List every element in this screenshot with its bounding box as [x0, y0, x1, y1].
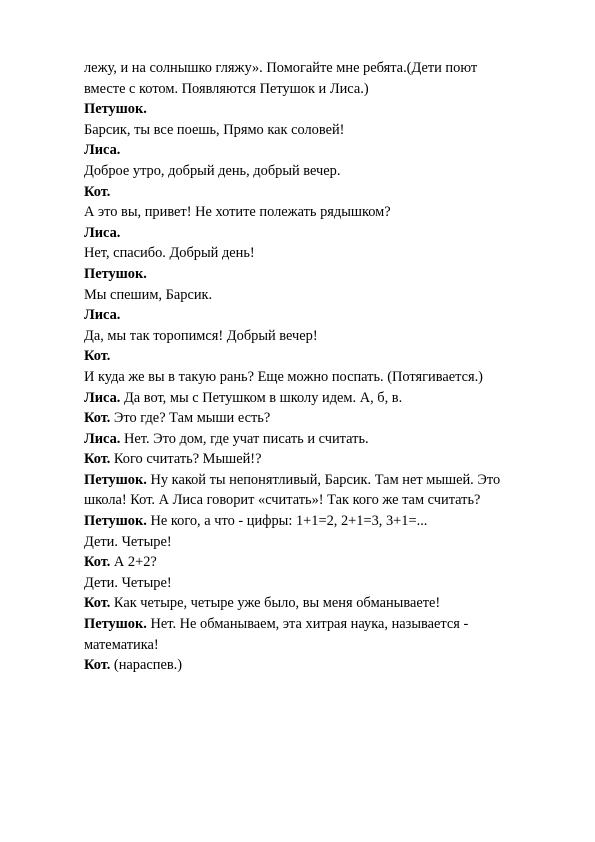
speaker-name: Петушок. — [84, 616, 147, 633]
text-line — [84, 346, 524, 367]
line-text: Нет, спасибо. Добрый день! — [84, 245, 255, 262]
text-line — [84, 552, 524, 573]
text-line — [84, 532, 524, 553]
line-text: вместе с котом. Появляются Петушок и Лиса.) — [84, 80, 369, 97]
speaker-name: Лиса. — [84, 430, 121, 447]
text-line — [84, 429, 524, 450]
line-text: Да вот, мы с Петушком в школу идем. А, б, в. — [120, 389, 403, 406]
line-text: Мы спешим, Барсик. — [84, 286, 213, 303]
text-line — [84, 655, 524, 676]
text-line — [84, 470, 524, 491]
text-line — [84, 593, 524, 614]
speaker-name: Кот. — [84, 554, 111, 571]
text-line — [84, 511, 524, 532]
speaker-name: Петушок. — [84, 101, 147, 118]
line-text: Дети. Четыре! — [84, 533, 172, 550]
line-text: Кого считать? Мышей!? — [110, 451, 262, 468]
line-text: Нет. Не обманываем, эта хитрая наука, называется - — [146, 616, 469, 633]
line-text: Барсик, ты все поешь, Прямо как соловей! — [84, 121, 345, 138]
speaker-name: Лиса. — [84, 224, 121, 241]
line-text: Да, мы так торопимся! Добрый вечер! — [84, 327, 318, 344]
line-text: лежу, и на солнышко гляжу». Помогайте мне ребята.(Дети поют — [84, 60, 478, 76]
text-line — [84, 264, 524, 285]
line-text: Доброе утро, добрый день, добрый вечер. — [84, 162, 341, 179]
text-line — [84, 120, 524, 141]
speaker-name: Кот. — [84, 595, 111, 612]
line-text: Дети. Четыре! — [84, 574, 172, 591]
speaker-name: Кот. — [84, 183, 111, 200]
text-line — [84, 58, 524, 79]
text-line — [84, 408, 524, 429]
speaker-name: Лиса. — [84, 389, 121, 406]
line-text: Не кого, а что - цифры: 1+1=2, 2+1=3, 3+1=... — [146, 513, 428, 530]
text-line — [84, 99, 524, 120]
text-line — [84, 243, 524, 264]
line-text: Как четыре, четыре уже было, вы меня обманываете! — [110, 595, 441, 612]
text-line — [84, 182, 524, 203]
line-text: Ну какой ты непонятливый, Барсик. Там нет мышей. Это — [146, 471, 501, 488]
speaker-name: Петушок. — [84, 471, 147, 488]
line-text: Это где? Там мыши есть? — [110, 410, 271, 427]
line-text: И куда же вы в такую рань? Еще можно поспать. (Потягивается.) — [84, 368, 483, 385]
text-line — [84, 388, 524, 409]
text-line — [84, 490, 524, 511]
text-line — [84, 202, 524, 223]
text-line — [84, 223, 524, 244]
speaker-name: Кот. — [84, 657, 111, 674]
speaker-name: Кот. — [84, 410, 111, 427]
text-line — [84, 635, 524, 656]
speaker-name: Лиса. — [84, 142, 121, 159]
line-text: школа! Кот. А Лиса говорит «считать»! Так кого же там считать? — [84, 492, 481, 509]
line-text: А это вы, привет! Не хотите полежать рядышком? — [84, 204, 391, 221]
speaker-name: Петушок. — [84, 513, 147, 530]
speaker-name: Лиса. — [84, 307, 121, 324]
speaker-name: Петушок. — [84, 265, 147, 282]
speaker-name: Кот. — [84, 348, 111, 365]
line-text: Нет. Это дом, где учат писать и считать. — [120, 430, 369, 447]
text-line — [84, 161, 524, 182]
text-line — [84, 614, 524, 635]
text-line — [84, 140, 524, 161]
line-text: математика! — [84, 636, 159, 653]
text-line — [84, 285, 524, 306]
line-text: А 2+2? — [110, 554, 157, 571]
line-text: (нараспев.) — [110, 657, 183, 674]
text-line — [84, 79, 524, 100]
text-line — [84, 305, 524, 326]
text-line — [84, 573, 524, 594]
text-line — [84, 449, 524, 470]
document-page — [84, 58, 524, 676]
text-line — [84, 326, 524, 347]
speaker-name: Кот. — [84, 451, 111, 468]
text-line — [84, 367, 524, 388]
